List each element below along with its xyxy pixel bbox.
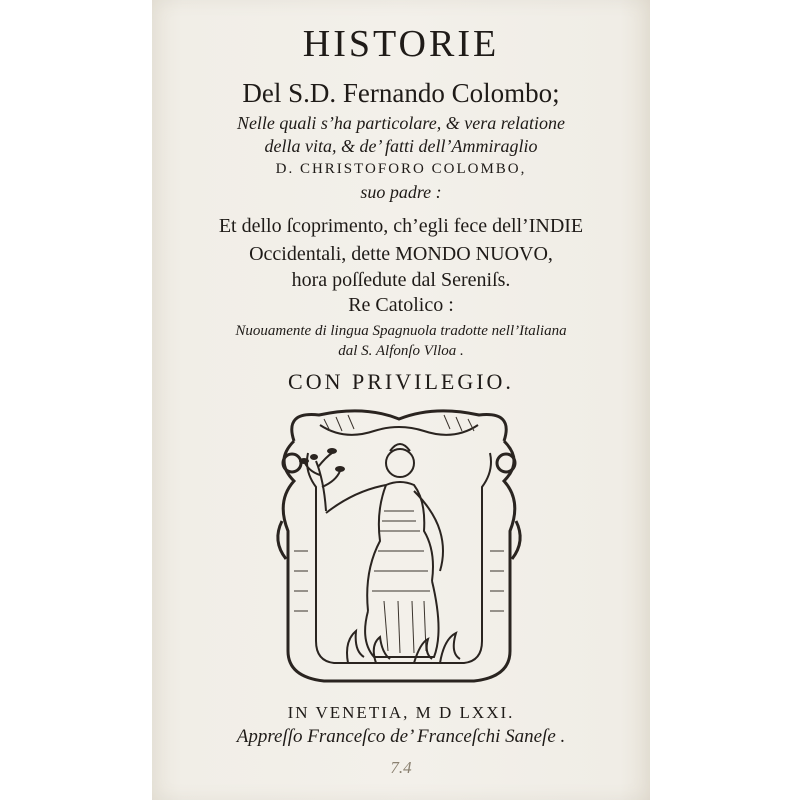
subtitle-line-4: suo padre : <box>360 182 442 202</box>
discovery-line-3: hora poſſedute dal Sereniſs. <box>291 269 511 291</box>
subtitle-line-3: D. CHRISTOFORO COLOMBO, <box>275 161 527 177</box>
discovery-line-1: Et dello ſcoprimento, ch’egli fece dell’INDIE <box>218 215 584 237</box>
privilege-line: CON PRIVILEGIO. <box>288 369 514 394</box>
subtitle-line-2: della vita, & de’ fatti dell’Ammiraglio <box>264 136 538 156</box>
imprint-printer: Appreſſo Franceſco de’ Franceſchi Saneſe . <box>236 726 566 747</box>
title-page <box>152 0 650 800</box>
discovery-line-2: Occidentali, dette MONDO NUOVO, <box>249 243 553 265</box>
manuscript-note: 7.4 <box>390 758 412 777</box>
discovery-line-4: Re Catolico : <box>348 294 454 316</box>
translation-line-2: dal S. Alfonſo Vlloa . <box>338 343 464 359</box>
translation-line-1: Nuouamente di lingua Spagnuola tradotte nell’Italiana <box>235 323 567 339</box>
imprint-place-date: IN VENETIA, M D LXXI. <box>287 703 515 722</box>
author-line: Del S.D. Fernando Colombo; <box>242 78 560 108</box>
book-title: HISTORIE <box>302 23 500 65</box>
woodcut-illustration <box>264 401 534 687</box>
subtitle-line-1: Nelle quali s’ha particolare, & vera relatione <box>236 113 566 133</box>
